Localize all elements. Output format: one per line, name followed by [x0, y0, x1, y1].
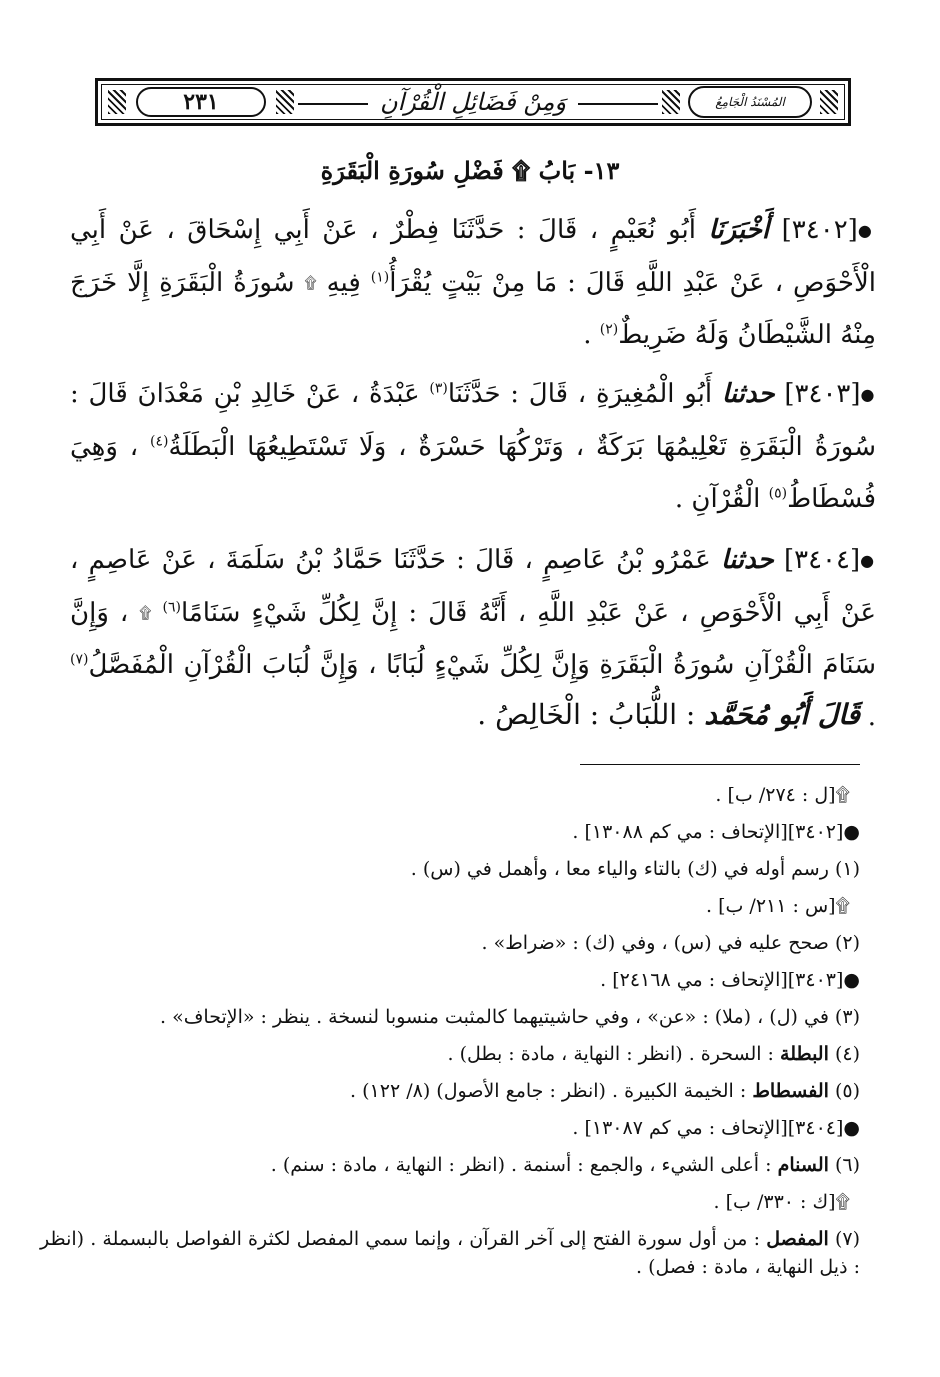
- footnote-number: (٦): [834, 1154, 860, 1176]
- hadith-text: أَبُو الْمُغِيرَةِ ، قَالَ : حَدَّثَنَا: [447, 379, 713, 409]
- footnote-term: السنام: [777, 1154, 829, 1176]
- footnote-mark-5[interactable]: (٥): [768, 485, 788, 502]
- footnote-mark-6[interactable]: (٦): [162, 599, 181, 616]
- footnote-term: الفسطاط: [752, 1080, 829, 1102]
- bullet-marker: ●: [860, 385, 876, 404]
- footnote-item: [40, 1225, 860, 1281]
- hadith-text: عَمْرُو بْنُ عَاصِمٍ ، قَالَ : حَدَّثَنَا حَمَّادُ بْنُ سَلَمَةَ ، عَنْ عَاصِمٍ ، عَنْ أَبِي الْأَحْوَصِ ، عَنْ عَبْدِ اللَّهِ ، أَنَّهُ قَالَ : إِنَّ لِكُلِّ شَيْءٍ سَنَامًا: [70, 545, 877, 628]
- page-number: ٢٣١: [136, 87, 266, 117]
- footnote-term: المفصل: [766, 1228, 829, 1250]
- footnote-mark-1[interactable]: (١): [370, 269, 390, 286]
- hadith-text: عَبْدَةُ ، عَنْ خَالِدِ بْنِ مَعْدَانَ قَالَ : سُورَةُ الْبَقَرَةِ تَعْلِيمُهَا بَرَكَةٌ ، وَتَرْكُهَا حَسْرَةٌ ، وَلَا تَسْتَطِيعُهَا الْبَطَلَةُ: [70, 379, 877, 462]
- folio-star-icon: ۩: [304, 273, 317, 292]
- hadith-number: [٣٤٠٤]: [783, 545, 861, 575]
- folio-star-icon: ۩: [139, 603, 152, 622]
- hadith-text: ، وَهِيَ فُسْطَاطُ: [70, 432, 876, 514]
- hadith-text: ، وَإِنَّ سَنَامَ الْقُرْآنِ سُورَةُ الْبَقَرَةِ وَإِنَّ لِكُلِّ شَيْءٍ لُبَابًا ، وَإِنَّ لُبَابَ الْقُرْآنِ الْمُفَصَّلُ: [70, 598, 876, 680]
- footnote-text: : من أول سورة الفتح إلى آخر القرآن ، وإنما سمي المفصل لكثرة الفواصل بالبسملة . (انظر : ذيل النهاية ، مادة : فصل) .: [40, 1228, 860, 1278]
- bullet-marker: ●: [857, 221, 877, 240]
- hadith-text: .: [867, 702, 876, 732]
- footnote-item: [350, 1077, 860, 1105]
- page-header: [95, 78, 851, 126]
- comment-text: : اللُّبَابُ : الْخَالِصُ .: [477, 698, 696, 731]
- hadith-text: .: [583, 320, 592, 350]
- hadith-text: سُورَةُ الْبَقَرَةِ إِلَّا خَرَجَ مِنْهُ الشَّيْطَانُ وَلَهُ ضَرِيطٌ: [70, 268, 876, 350]
- footnote-mark-4[interactable]: (٤): [150, 433, 169, 450]
- footnote-mark-7[interactable]: (٧): [70, 651, 89, 668]
- footnote-item: ۩[س : ٢١١/ ب] .: [706, 895, 850, 917]
- footnote-item: [448, 1040, 861, 1068]
- footnote-term: البطلة: [780, 1043, 829, 1065]
- footnote-item: ۩[ك : ٣٣٠/ ب] .: [713, 1191, 850, 1213]
- hadith-number: [٣٤٠٢]: [781, 215, 858, 245]
- footnote-item: ●[٣٤٠٣][الإتحاف : مي ٢٤١٦٨] .: [600, 969, 860, 991]
- footnote-mark-3[interactable]: (٣): [429, 380, 448, 397]
- hadith-3402: [70, 204, 876, 361]
- footnote-text: : أعلى الشيء ، والجمع : أسنمة . (انظر : النهاية ، مادة : سنم) .: [270, 1154, 772, 1176]
- book-seal-logo: المُسْنَدُ الْجَامِعُ: [688, 86, 812, 118]
- footnote-text: : السحرة . (انظر : النهاية ، مادة : بطل) .: [447, 1043, 774, 1065]
- footnote-item: ۩[ل : ٢٧٤/ ب] .: [715, 784, 850, 806]
- footnote-item: ●[٣٤٠٢][الإتحاف : مي كم ١٣٠٨٨] .: [572, 821, 860, 843]
- running-title-text: وَمِنْ فَضَائِلِ الْقُرْآنِ: [368, 88, 578, 116]
- hadith-number: [٣٤٠٣]: [784, 379, 861, 409]
- bullet-marker: ●: [860, 551, 877, 570]
- hadith-intro: حدثنا: [721, 545, 774, 575]
- author-comment: [360, 698, 860, 731]
- hadith-text: فِيهِ: [326, 268, 361, 298]
- hadith-3403: [70, 368, 876, 525]
- footnote-text: : الخيمة الكبيرة . (انظر : جامع الأصول) (٨/ ١٢٢) .: [350, 1080, 747, 1102]
- hadith-text: الْقُرْآنِ .: [674, 484, 761, 514]
- footnote-item: [271, 1151, 860, 1179]
- footnote-number: (٤): [834, 1043, 860, 1065]
- comment-speaker: قَالَ أَبُو مُحَمَّد: [704, 698, 860, 731]
- hadith-text: أَبُو نُعَيْمٍ ، قَالَ : حَدَّثَنَا فِطْرٌ ، عَنْ أَبِي إِسْحَاقَ ، عَنْ أَبِي الْأَحْوَصِ ، عَنْ عَبْدِ اللَّهِ قَالَ : مَا مِنْ بَيْتٍ يُقْرَأُ: [70, 215, 877, 298]
- footnote-item: (٢) صحح عليه في (س) ، وفي (ك) : «ضراط» .: [481, 932, 860, 954]
- hadith-intro: حدثنا: [721, 379, 775, 409]
- hadith-intro: أَخْبَرَنَا: [708, 215, 770, 245]
- footnote-item: (٣) في (ل) ، (ملا) : «عن» ، وفي حاشيتيهما كالمثبت منسوبا لنسخة . ينظر : «الإتحاف» .: [160, 1006, 860, 1028]
- footnote-number: (٥): [834, 1080, 860, 1102]
- footnote-mark-2[interactable]: (٢): [599, 321, 619, 338]
- chapter-heading: ١٣- بَابُ ۩ فَضْلِ سُورَةِ الْبَقَرَةِ: [320, 156, 620, 185]
- footnote-number: (٧): [834, 1228, 860, 1250]
- footnote-divider: [580, 764, 860, 765]
- footnote-item: (١) رسم أوله في (ك) بالتاء والياء معا ، وأهمل في (س) .: [410, 858, 860, 880]
- footnote-item: ●[٣٤٠٤][الإتحاف : مي كم ١٣٠٨٧] .: [572, 1117, 860, 1139]
